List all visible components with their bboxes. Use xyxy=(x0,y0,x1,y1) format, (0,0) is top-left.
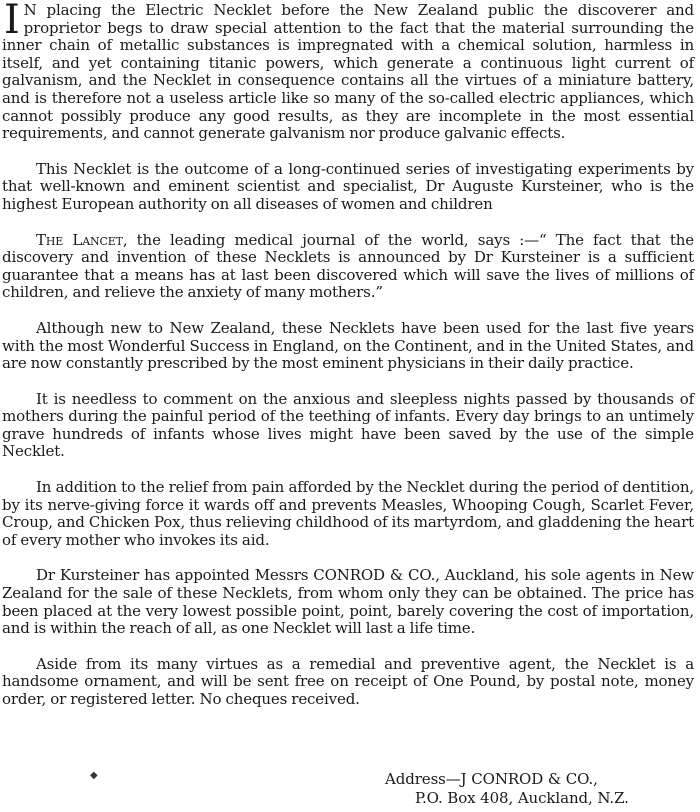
drop-cap: I xyxy=(4,0,20,43)
paragraph-gap xyxy=(2,302,694,320)
address-block xyxy=(385,770,629,807)
paragraph-gap xyxy=(2,143,694,161)
intro-paragraph xyxy=(2,2,694,143)
paragraph-sleepless-nights: It is needless to comment on the anxious and sleepless nights passed by thousands of mothers during the painful period of the teething of infants. Every day brings to an untimely grave hundreds of infants whose lives might have been saved by the use of the simple Necklet. xyxy=(2,389,694,461)
paragraph-gap xyxy=(2,461,694,479)
paragraph-new-zealand: Although new to New Zealand, these Necklets have been used for the last five years with the most Wonderful Success in England, on the Continent, and in the United States, and are now constantly prescribed by the most eminent physicians in their daily practice. xyxy=(2,318,694,373)
paragraph-gap xyxy=(2,373,694,391)
paragraph-gap xyxy=(2,549,694,567)
paragraph-ornament: Aside from its many virtues as a remedial and preventive agent, the Necklet is a handsome ornament, and will be sent free on receipt of One Pound, by postal note, money order, or registered letter. No cheques received. xyxy=(2,654,694,708)
paragraph-agents: Dr Kursteiner has appointed Messrs CONROD & CO., Auckland, his sole agents in New Zealand for the sale of these Necklets, from whom only they can be obtained. The price has been placed at the very lowest possible point, point, barely covering the cost of importation, and is within the reach of all, as one Necklet will last a life time. xyxy=(2,566,694,638)
paragraph-gap xyxy=(2,214,694,232)
lancet-journal-name: The Lancet xyxy=(36,230,123,249)
paragraph-dentition: In addition to the relief from pain afforded by the Necklet during the period of dentition, by its nerve-giving force it wards off and prevents Measles, Whooping Cough, Scarlet Fever, Croup, and Chicken Pox, thus relieving childhood of its martyrdom, and gladdening the heart of every mother who invokes its aid. xyxy=(2,478,694,549)
lancet-quote: , the leading medical journal of the world, says :—“ The fact that the discovery and invention of these Necklets is announced by Dr Kursteiner is a sufficient guarantee that a means has at last been discovered which will save the lives of millions of children, and relieve the anxiety of many mothers.” xyxy=(2,230,694,302)
paragraph-gap xyxy=(2,638,694,656)
address-line-1: Address—J CONROD & CO., xyxy=(385,770,598,788)
intro-text: N placing the Electric Necklet before the New Zealand public the discoverer and proprietor begs to draw special attention to the fact that the material surrounding the inner chain of metallic substances is impregnated with a chemical solution, harmless in itself, and yet containing titanic powers, which generate a continuous light current of galvanism, and the Necklet in consequence contains all the virtues of a miniature battery, and is therefore not a useless article like so many of the so-called electric appliances, which cannot possibly produce any good results, as they are incomplete in the most essential requirements, and cannot generate galvanism nor produce galvanic effects. xyxy=(2,1,694,143)
paragraph-outcome: This Necklet is the outcome of a long-continued series of investigating experiments by that well-known and eminent scientist and specialist, Dr Auguste Kursteiner, who is the highest European authority on all diseases of women and children xyxy=(2,159,694,213)
address-line-2: P.O. Box 408, Auckland, N.Z. xyxy=(415,788,629,807)
ink-speck: ◆ xyxy=(90,770,98,781)
paragraph-lancet xyxy=(2,232,694,302)
